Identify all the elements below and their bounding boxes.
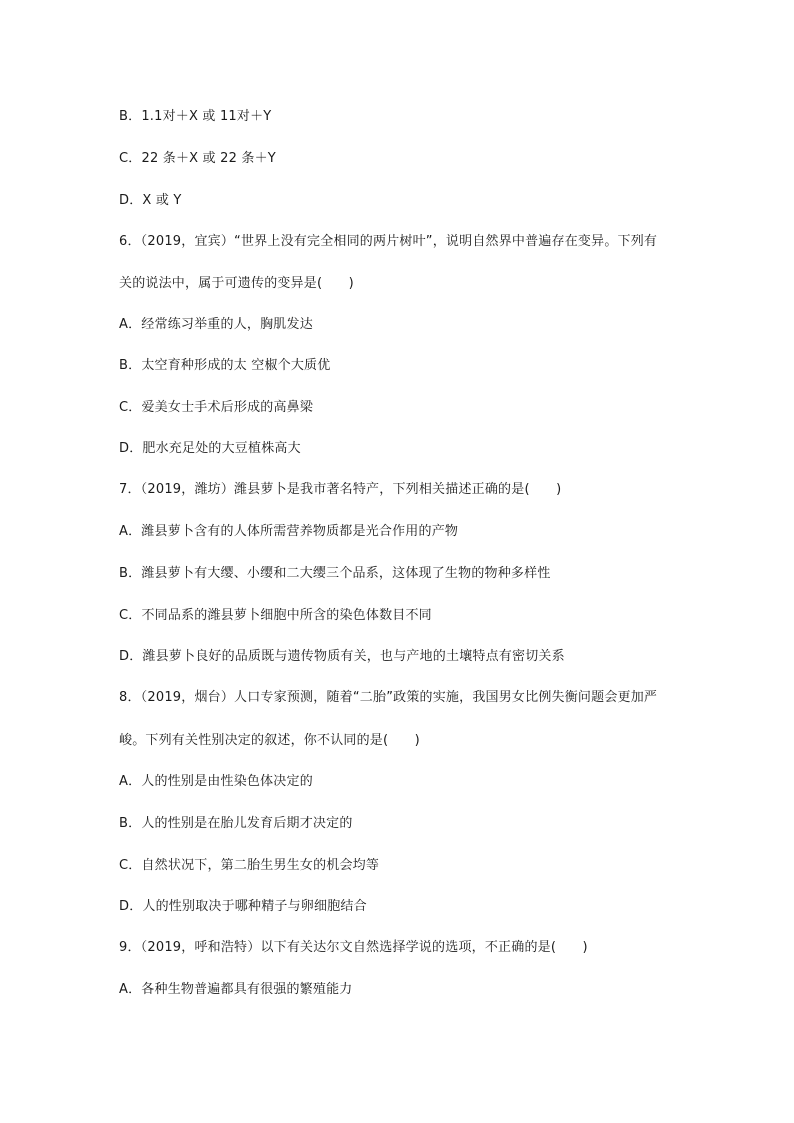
option-a-q7: A．潍县萝卜含有的人体所需营养物质都是光合作用的产物: [119, 524, 459, 539]
question-8-stem-cont: 峻。下列有关性别决定的叙述，你不认同的是( ): [119, 733, 420, 748]
option-d-q7: D．潍县萝卜良好的品质既与遗传物质有关，也与产地的土壤特点有密切关系: [119, 649, 565, 664]
option-d-q8: D．人的性别取决于哪种精子与卵细胞结合: [119, 899, 367, 914]
option-a-q9: A．各种生物普遍都具有很强的繁殖能力: [119, 982, 353, 997]
option-b-q5: B．1.1对＋X 或 11对＋Y: [119, 109, 272, 124]
option-b-q6: B．太空育种形成的太 空椒个大质优: [119, 358, 331, 373]
option-d-q6: D．肥水充足处的大豆植株高大: [119, 441, 301, 456]
option-c-q8: C．自然状况下，第二胎生男生女的机会均等: [119, 858, 380, 873]
question-7-stem: 7．（2019，潍坊）潍县萝卜是我市著名特产，下列相关描述正确的是( ): [119, 482, 562, 497]
option-b-q7: B．潍县萝卜有大缨、小缨和二大缨三个品系，这体现了生物的物种多样性: [119, 566, 551, 581]
question-6-stem-cont: 关的说法中，属于可遗传的变异是( ): [119, 276, 354, 291]
option-b-q8: B．人的性别是在胎儿发育后期才决定的: [119, 816, 353, 831]
option-c-q7: C．不同品系的潍县萝卜细胞中所含的染色体数目不同: [119, 608, 432, 623]
option-a-q6: A．经常练习举重的人，胸肌发达: [119, 317, 313, 332]
question-6-stem: 6．（2019，宜宾）“世界上没有完全相同的两片树叶”，说明自然界中普遍存在变异。下列有: [119, 234, 658, 249]
option-a-q8: A．人的性别是由性染色体决定的: [119, 774, 313, 789]
option-c-q5: C．22 条＋X 或 22 条＋Y: [119, 151, 276, 166]
option-c-q6: C．爱美女士手术后形成的高鼻梁: [119, 400, 314, 415]
question-8-stem: 8．（2019，烟台）人口专家预测，随着“二胎”政策的实施，我国男女比例失衡问题会更加严: [119, 690, 658, 705]
option-d-q5: D．X 或 Y: [119, 193, 182, 208]
question-9-stem: 9．（2019，呼和浩特）以下有关达尔文自然选择学说的选项，不正确的是( ): [119, 940, 588, 955]
